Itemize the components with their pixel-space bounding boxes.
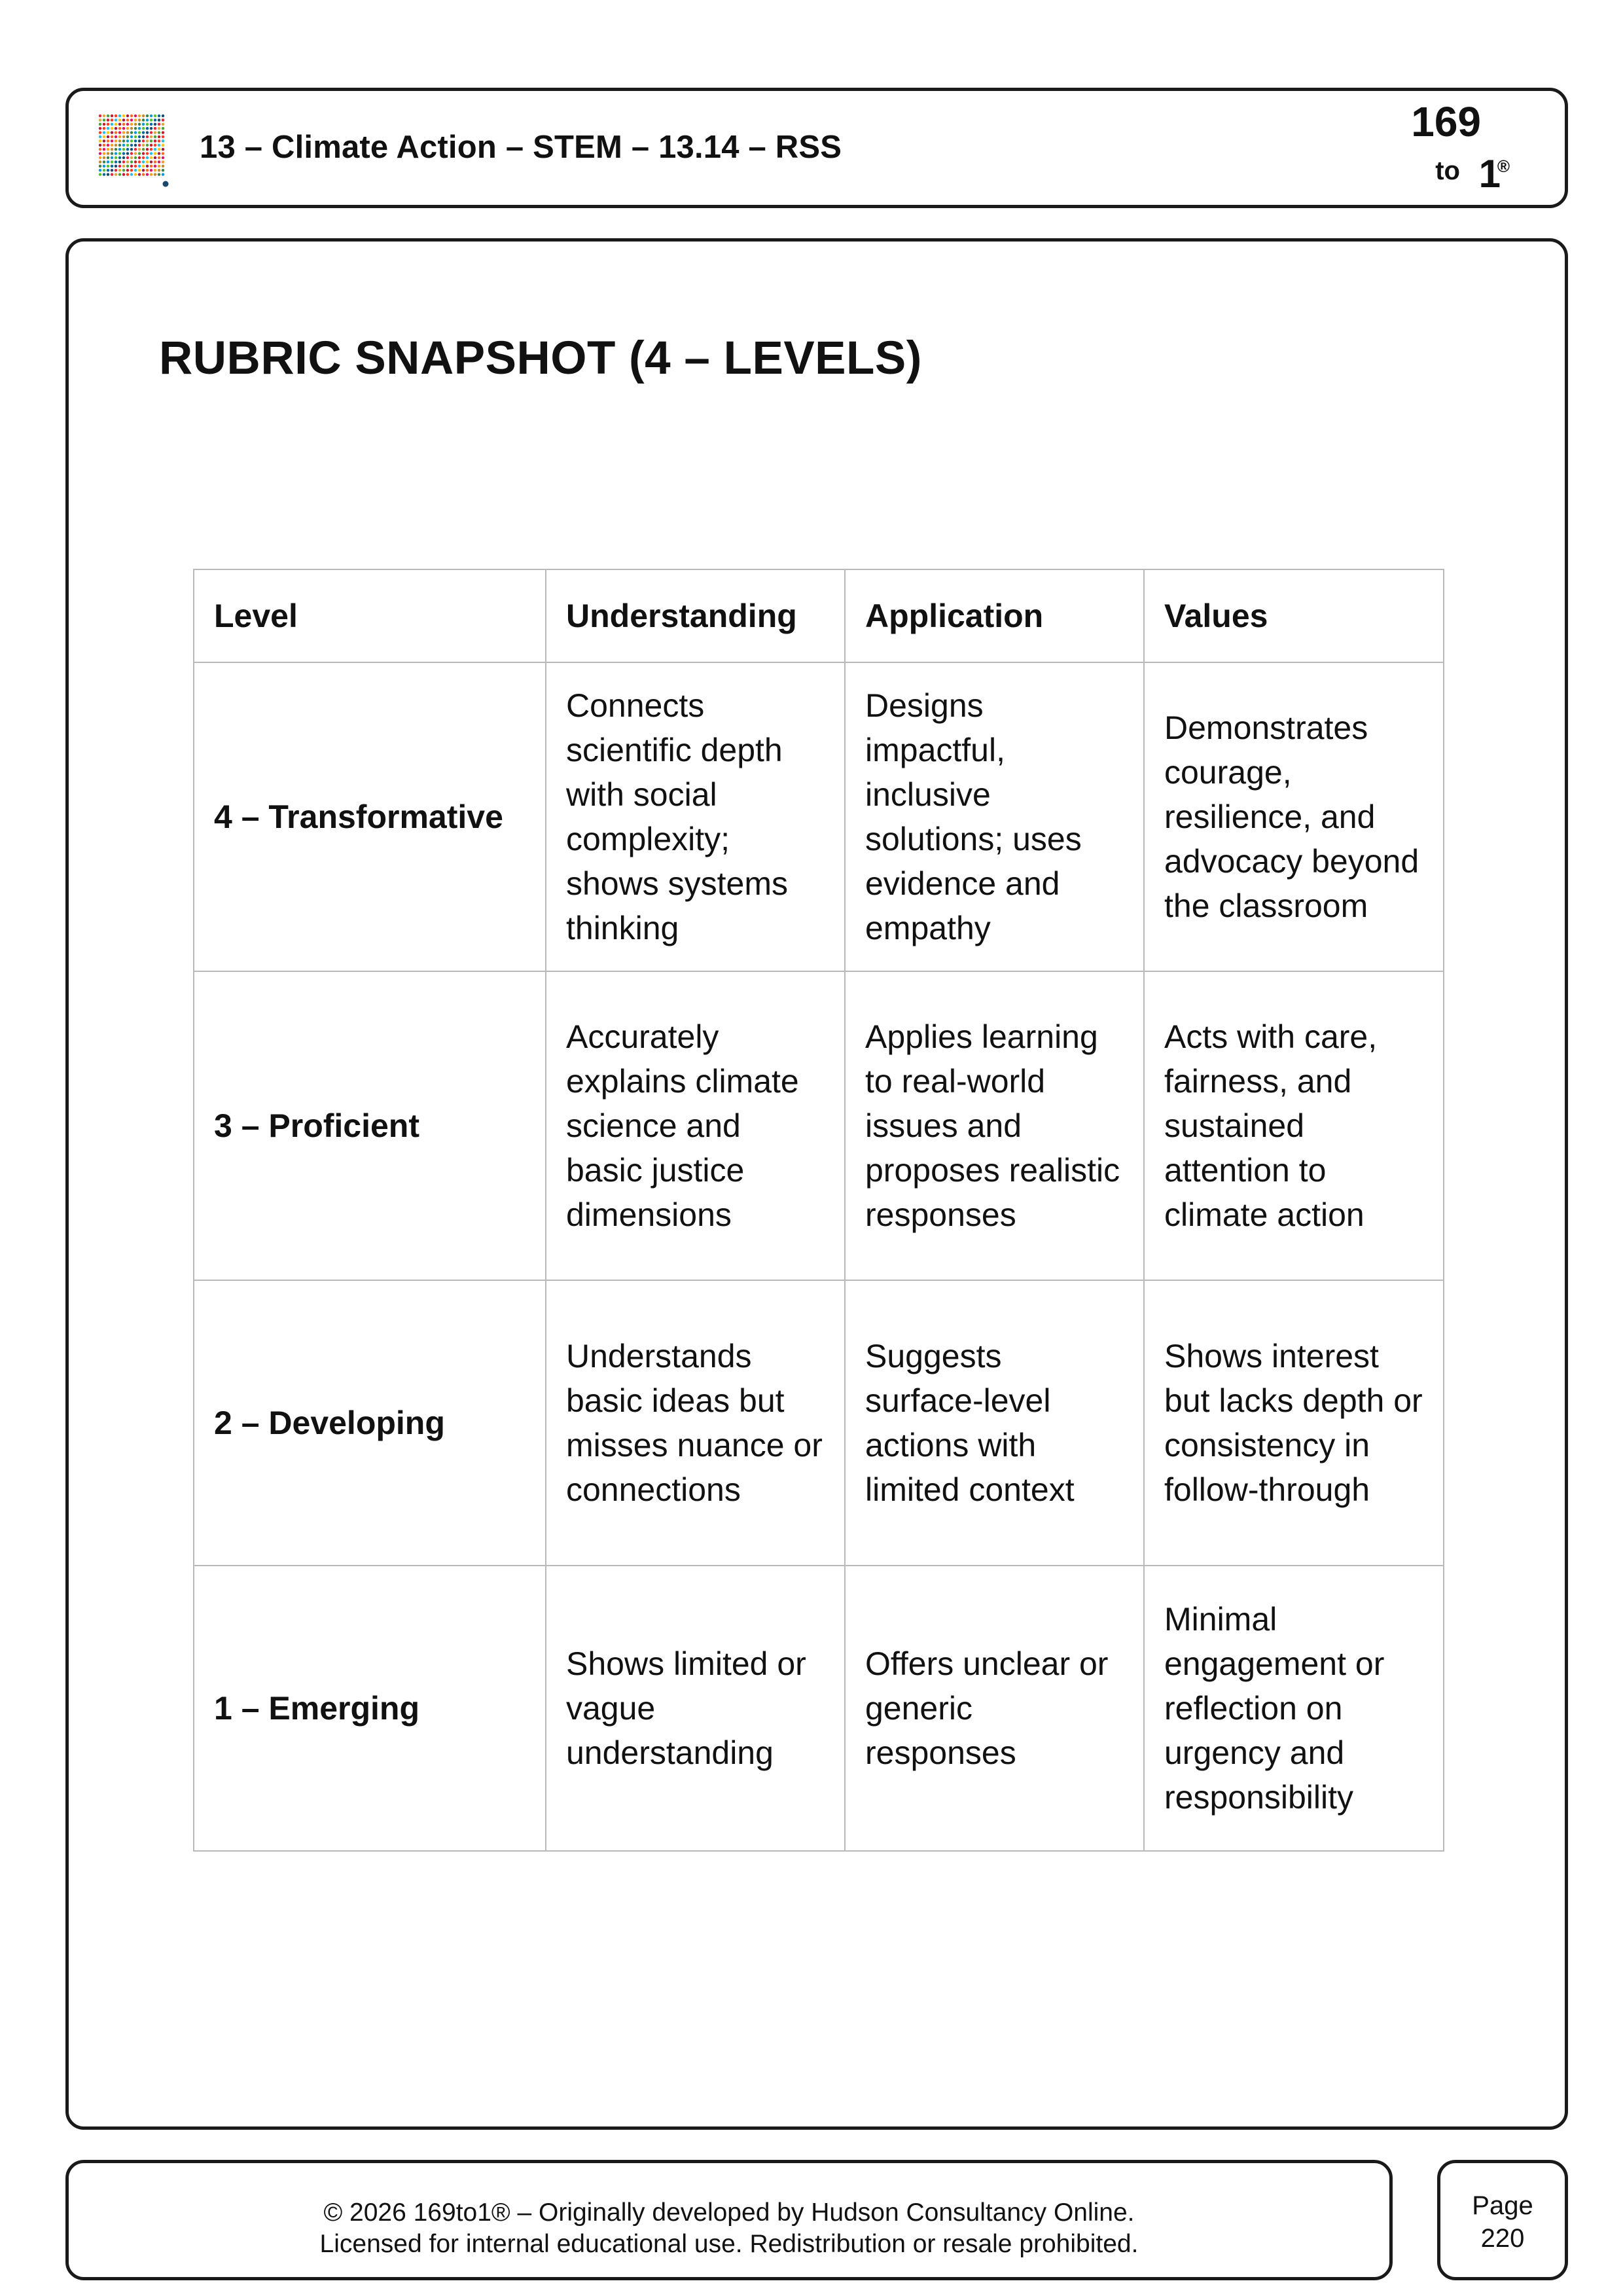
- column-header-values: Values: [1144, 569, 1444, 662]
- brand-number: 169: [1411, 98, 1481, 145]
- footer-text: [69, 2197, 1389, 2260]
- table-row: [194, 1566, 1444, 1851]
- application-cell: Designs impactful, inclusive solutions; uses evidence and empathy: [845, 662, 1144, 971]
- header-title: 13 – Climate Action – STEM – 13.14 – RSS: [200, 130, 842, 165]
- license-line: Licensed for internal educational use. Redistribution or resale prohibited.: [319, 2230, 1139, 2258]
- understanding-cell: Understands basic ideas but misses nuance or connections: [546, 1280, 845, 1566]
- level-cell: 1 – Emerging: [194, 1566, 546, 1851]
- column-header-level: Level: [194, 569, 546, 662]
- rubric-table: [193, 569, 1444, 1852]
- table-row: [194, 1280, 1444, 1566]
- sdg-dot-grid-logo-icon: [98, 113, 169, 188]
- column-header-application: Application: [845, 569, 1144, 662]
- page-number: 220: [1480, 2224, 1525, 2253]
- brand-registered-mark: ®: [1497, 156, 1510, 176]
- page-footer: [65, 2160, 1393, 2280]
- table-header-row: [194, 569, 1444, 662]
- application-cell: Applies learning to real-world issues and proposes realistic responses: [845, 971, 1144, 1280]
- page-label: Page: [1472, 2191, 1533, 2220]
- brand-to: to: [1435, 156, 1460, 185]
- column-header-understanding: Understanding: [546, 569, 845, 662]
- copyright-line: © 2026 169to1® – Originally developed by Hudson Consultancy Online.: [323, 2198, 1135, 2227]
- values-cell: Acts with care, fairness, and sustained attention to climate action: [1144, 971, 1444, 1280]
- page-heading: RUBRIC SNAPSHOT (4 – LEVELS): [159, 332, 922, 384]
- page-number-box: [1437, 2160, 1568, 2280]
- table-row: [194, 662, 1444, 971]
- level-cell: 3 – Proficient: [194, 971, 546, 1280]
- application-cell: Offers unclear or generic responses: [845, 1566, 1144, 1851]
- understanding-cell: Shows limited or vague understanding: [546, 1566, 845, 1851]
- table-row: [194, 971, 1444, 1280]
- page-header: [65, 88, 1568, 208]
- brand-one: 1: [1478, 152, 1501, 196]
- understanding-cell: Connects scientific depth with social complexity; shows systems thinking: [546, 662, 845, 971]
- values-cell: Demonstrates courage, resilience, and advocacy beyond the classroom: [1144, 662, 1444, 971]
- values-cell: Minimal engagement or reflection on urgency and responsibility: [1144, 1566, 1444, 1851]
- understanding-cell: Accurately explains climate science and basic justice dimensions: [546, 971, 845, 1280]
- level-cell: 4 – Transformative: [194, 662, 546, 971]
- level-cell: 2 – Developing: [194, 1280, 546, 1566]
- main-panel: [65, 238, 1568, 2130]
- values-cell: Shows interest but lacks depth or consistency in follow-through: [1144, 1280, 1444, 1566]
- application-cell: Suggests surface-level actions with limited context: [845, 1280, 1144, 1566]
